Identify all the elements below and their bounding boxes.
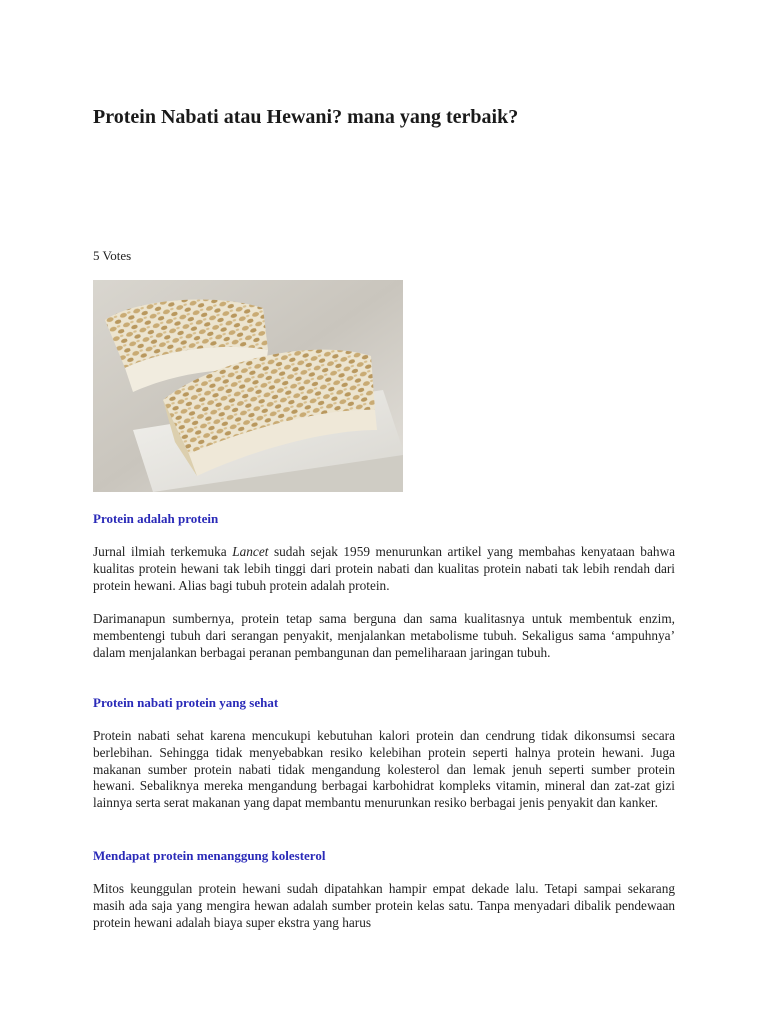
section-protein-kolesterol — [93, 848, 675, 931]
votes-count: 5 Votes — [93, 248, 132, 263]
article-title: Protein Nabati atau Hewani? mana yang terbaik? — [93, 106, 519, 128]
tempeh-photo — [93, 280, 403, 492]
section-heading: Protein nabati protein yang sehat — [93, 695, 279, 710]
section-heading: Mendapat protein menanggung kolesterol — [93, 848, 326, 863]
section-protein-adalah-protein — [93, 511, 675, 662]
paragraph-text: sudah sejak 1959 menurunkan artikel yang membahas kenyataan bahwa kualitas protein hewani tak lebih tinggi dari protein nabati dan kualitas protein nabati tak lebih rendah dari protein hewani. Alias bagi tubuh protein adalah protein. — [93, 544, 676, 593]
paragraph: Protein nabati sehat karena mencukupi kebutuhan kalori protein dan cendrung tidak dikonsumsi secara berlebihan. Sehingga tidak menyebabkan resiko kelebihan protein seperti halnya protein hewani. Juga makanan sumber protein nabati tidak mengandung kolesterol dan lemak jenuh seperti sumber protein hewani. Sebaliknya mereka mengandung berbagai karbohidrat kompleks vitamin, mineral dan zat-zat gizi lainnya serta serat makanan yang dapat membantu menurunkan resiko berbagai jenis penyakit dan kanker. — [93, 728, 675, 811]
section-heading: Protein adalah protein — [93, 511, 219, 526]
paragraph-text: Jurnal ilmiah terkemuka — [93, 544, 233, 559]
section-protein-nabati-sehat — [93, 695, 675, 812]
paragraph: Mitos keunggulan protein hewani sudah dipatahkan hampir empat dekade lalu. Tetapi sampai sekarang masih ada saja yang mengira hewan adalah sumber protein kelas satu. Tanpa menyadari dibalik pendewaan protein hewani adalah biaya super ekstra yang harus — [93, 881, 675, 930]
journal-name: Lancet — [232, 544, 269, 559]
paragraph: Darimanapun sumbernya, protein tetap sama berguna dan sama kualitasnya untuk membentuk enzim, membentengi tubuh dari serangan penyakit, menjalankan metabolisme tubuh. Sekaligus sama ‘ampuhnya’ dalam menjalankan berbagai peranan pembangunan dan pemeliharaan jaringan tubuh. — [93, 611, 675, 660]
paragraph — [93, 544, 675, 594]
